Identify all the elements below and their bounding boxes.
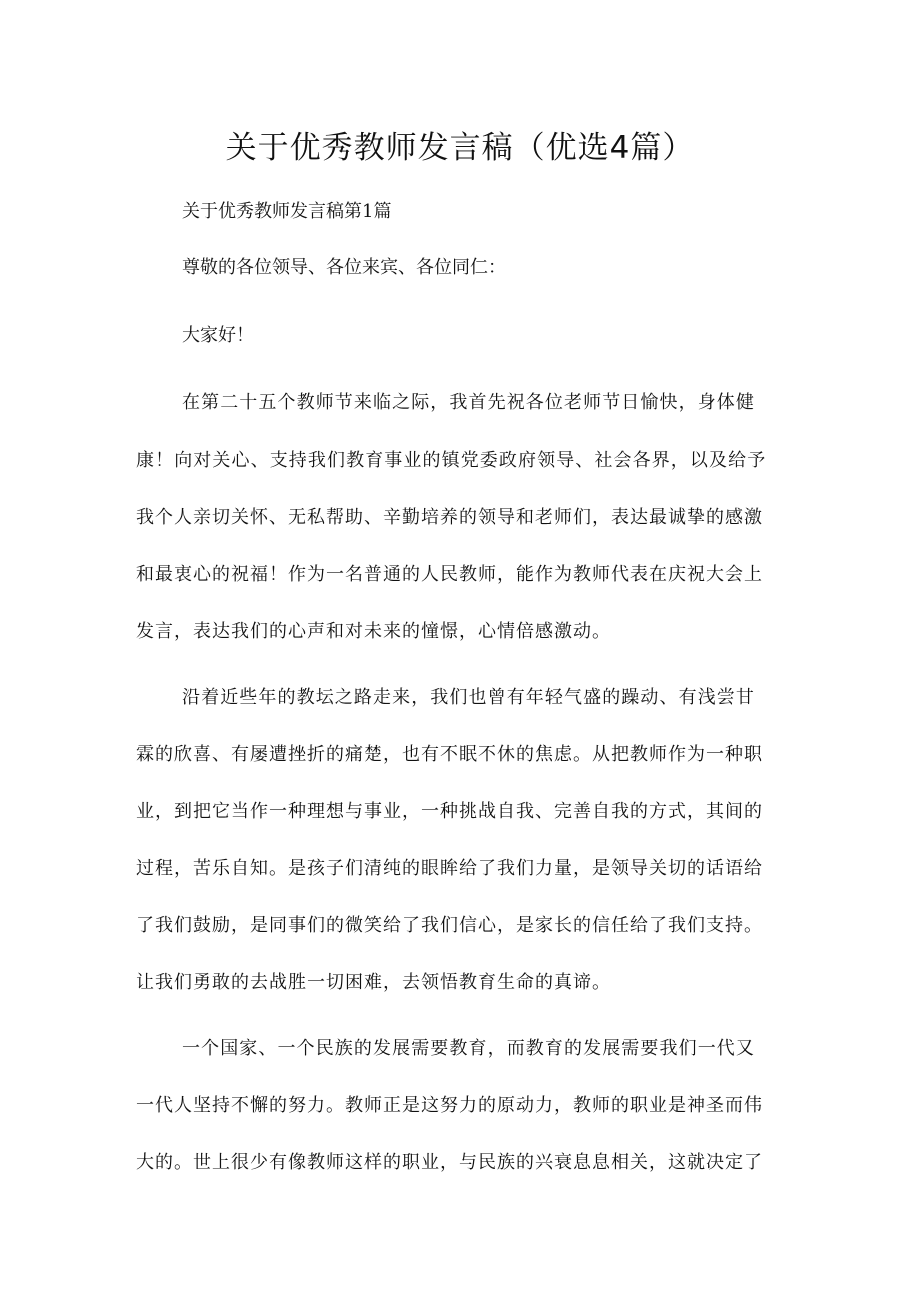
section-heading: 关于优秀教师发言稿第1篇 [182, 201, 392, 222]
paragraph-line: 和最衷心的祝福！作为一名普通的人民教师，能作为教师代表在庆祝大会上 [136, 564, 763, 585]
paragraph-line: 业，到把它当作一种理想与事业，一种挑战自我、完善自我的方式，其间的 [136, 801, 763, 822]
paragraph-line: 了我们鼓励，是同事们的微笑给了我们信心，是家长的信任给了我们支持。 [136, 915, 763, 936]
paragraph-line: 让我们勇敢的去战胜一切困难，去领悟教育生命的真谛。 [136, 972, 611, 993]
document-title: 关于优秀教师发言稿（优选4篇） [225, 130, 695, 166]
paragraph-line: 大的。世上很少有像教师这样的职业，与民族的兴衰息息相关，这就决定了 [136, 1152, 763, 1173]
paragraph-line: 霖的欣喜、有屡遭挫折的痛楚，也有不眠不休的焦虑。从把教师作为一种职 [136, 744, 763, 765]
paragraph-line: 过程，苦乐自知。是孩子们清纯的眼眸给了我们力量，是领导关切的话语给 [136, 858, 763, 879]
paragraph-line: 沿着近些年的教坛之路走来，我们也曾有年轻气盛的躁动、有浅尝甘 [182, 687, 755, 708]
paragraph-line: 一代人坚持不懈的努力。教师正是这努力的原动力，教师的职业是神圣而伟 [136, 1095, 763, 1116]
paragraph-line: 发言，表达我们的心声和对未来的憧憬，心情倍感激动。 [136, 621, 611, 642]
greeting: 大家好！ [182, 325, 254, 346]
paragraph-line: 在第二十五个教师节来临之际，我首先祝各位老师节日愉快，身体健 [182, 392, 755, 413]
salutation: 尊敬的各位领导、各位来宾、各位同仁： [182, 257, 506, 278]
paragraph-line: 康！向对关心、支持我们教育事业的镇党委政府领导、社会各界，以及给予 [136, 450, 767, 471]
paragraph-line: 一个国家、一个民族的发展需要教育，而教育的发展需要我们一代又 [182, 1038, 755, 1059]
paragraph-line: 我个人亲切关怀、无私帮助、辛勤培养的领导和老师们，表达最诚挚的感激 [136, 507, 763, 528]
